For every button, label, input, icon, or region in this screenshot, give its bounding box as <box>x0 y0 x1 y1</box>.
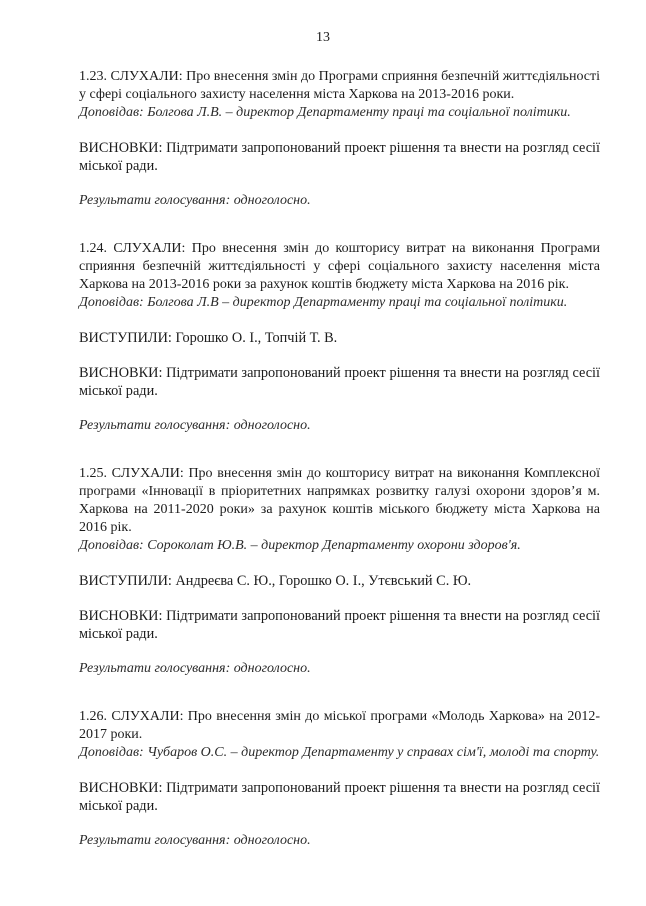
item-speaker: Доповідав: Чубаров О.С. – директор Департаменту у справах сім'ї, молоді та спорту. <box>79 745 600 760</box>
item-heading: 1.24. СЛУХАЛИ: Про внесення змін до кошторису витрат на виконання Програми сприяння безпечній життєдіяльності у сфері соціального захисту населення міста Харкова на 2013-2016 роки за рахунок коштів бюджету міста Харкова на 2016 рік. <box>79 241 600 292</box>
agenda-item-1-25 <box>79 465 600 678</box>
agenda-item-1-23 <box>79 68 600 210</box>
item-speaker: Доповідав: Сороколат Ю.В. – директор Департаменту охорони здоров'я. <box>79 538 521 553</box>
item-conclusion: ВИСНОВКИ: Підтримати запропонований проект рішення та внести на розгляд сесії міської ради. <box>79 140 600 174</box>
page-number: 13 <box>316 30 330 45</box>
item-conclusion: ВИСНОВКИ: Підтримати запропонований проект рішення та внести на розгляд сесії міської ради. <box>79 780 600 814</box>
item-votes: Результати голосування: одноголосно. <box>79 418 311 433</box>
item-speaker: Доповідав: Болгова Л.В – директор Департаменту праці та соціальної політики. <box>79 295 568 310</box>
item-conclusion: ВИСНОВКИ: Підтримати запропонований проект рішення та внести на розгляд сесії міської ради. <box>79 608 600 642</box>
agenda-item-1-24 <box>79 240 600 435</box>
minutes-content <box>79 68 600 850</box>
item-votes: Результати голосування: одноголосно. <box>79 193 311 208</box>
item-votes: Результати голосування: одноголосно. <box>79 833 311 848</box>
item-speakers-out: ВИСТУПИЛИ: Андреєва С. Ю., Горошко О. І., Утєвський С. Ю. <box>79 573 472 589</box>
item-speaker: Доповідав: Болгова Л.В. – директор Департаменту праці та соціальної політики. <box>79 105 571 120</box>
item-heading: 1.23. СЛУХАЛИ: Про внесення змін до Програми сприяння безпечній життєдіяльності у сфері соціального захисту населення міста Харкова на 2013-2016 роки. <box>79 69 601 102</box>
item-heading: 1.25. СЛУХАЛИ: Про внесення змін до кошторису витрат на виконання Комплексної програми «Інновації в пріоритетних напрямках розвитку галузі охорони здоров’я м. Харкова на 2011-2020 роки» за рахунок коштів міського бюджету міста Харкова на 2016 рік. <box>79 466 600 535</box>
item-conclusion: ВИСНОВКИ: Підтримати запропонований проект рішення та внести на розгляд сесії міської ради. <box>79 365 600 399</box>
agenda-item-1-26 <box>79 708 600 850</box>
item-votes: Результати голосування: одноголосно. <box>79 661 311 676</box>
item-heading: 1.26. СЛУХАЛИ: Про внесення змін до міської програми «Молодь Харкова» на 2012-2017 роки. <box>79 709 600 742</box>
item-speakers-out: ВИСТУПИЛИ: Горошко О. І., Топчій Т. В. <box>79 330 338 346</box>
